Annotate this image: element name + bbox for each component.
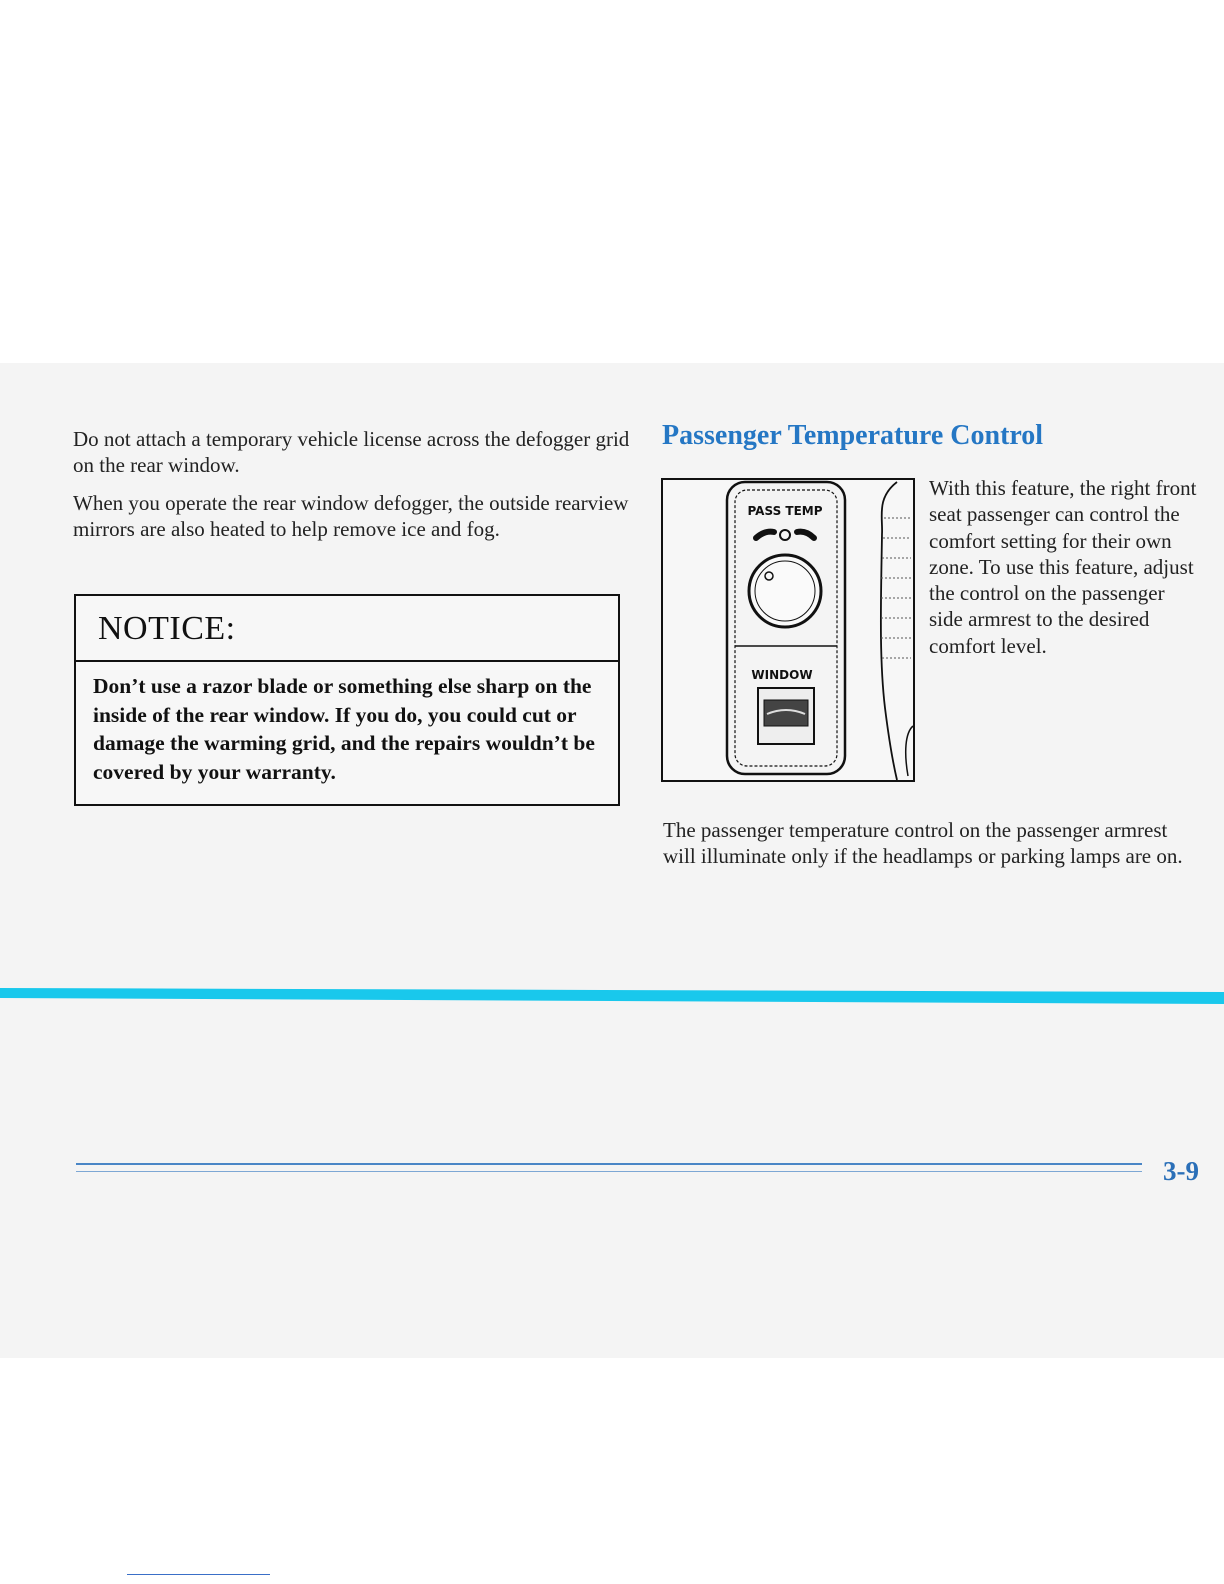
footer-rule-top: [76, 1163, 1142, 1165]
pass-temp-label: PASS TEMP: [747, 504, 823, 518]
footer-rule-bottom: [76, 1171, 1142, 1172]
notice-box: [74, 594, 620, 806]
page-number: 3-9: [1163, 1156, 1199, 1186]
defogger-license-paragraph: Do not attach a temporary vehicle license across the defogger grid on the rear window.: [73, 427, 630, 477]
window-label: WINDOW: [751, 668, 813, 682]
passenger-temp-control-illustration: [661, 478, 915, 782]
cyan-divider-band: [0, 988, 1224, 1004]
feature-description-paragraph: With this feature, the right front seat passenger can control the comfort setting for their own zone. To use this feature, adjust the control on the passenger side armrest to the desired comfort level.: [929, 476, 1197, 658]
section-heading: Passenger Temperature Control: [662, 420, 1044, 451]
defogger-mirrors-paragraph: When you operate the rear window defogger, the outside rearview mirrors are also heated to help remove ice and fog.: [73, 491, 629, 541]
bottom-edge-line: [127, 1574, 270, 1575]
illumination-paragraph: The passenger temperature control on the passenger armrest will illuminate only if the headlamps or parking lamps are on.: [663, 818, 1183, 868]
notice-title: NOTICE:: [76, 596, 618, 662]
notice-body: Don’t use a razor blade or something else sharp on the inside of the rear window. If you do, you could cut or damage the warming grid, and the repairs wouldn’t be covered by your warranty.: [93, 674, 595, 784]
